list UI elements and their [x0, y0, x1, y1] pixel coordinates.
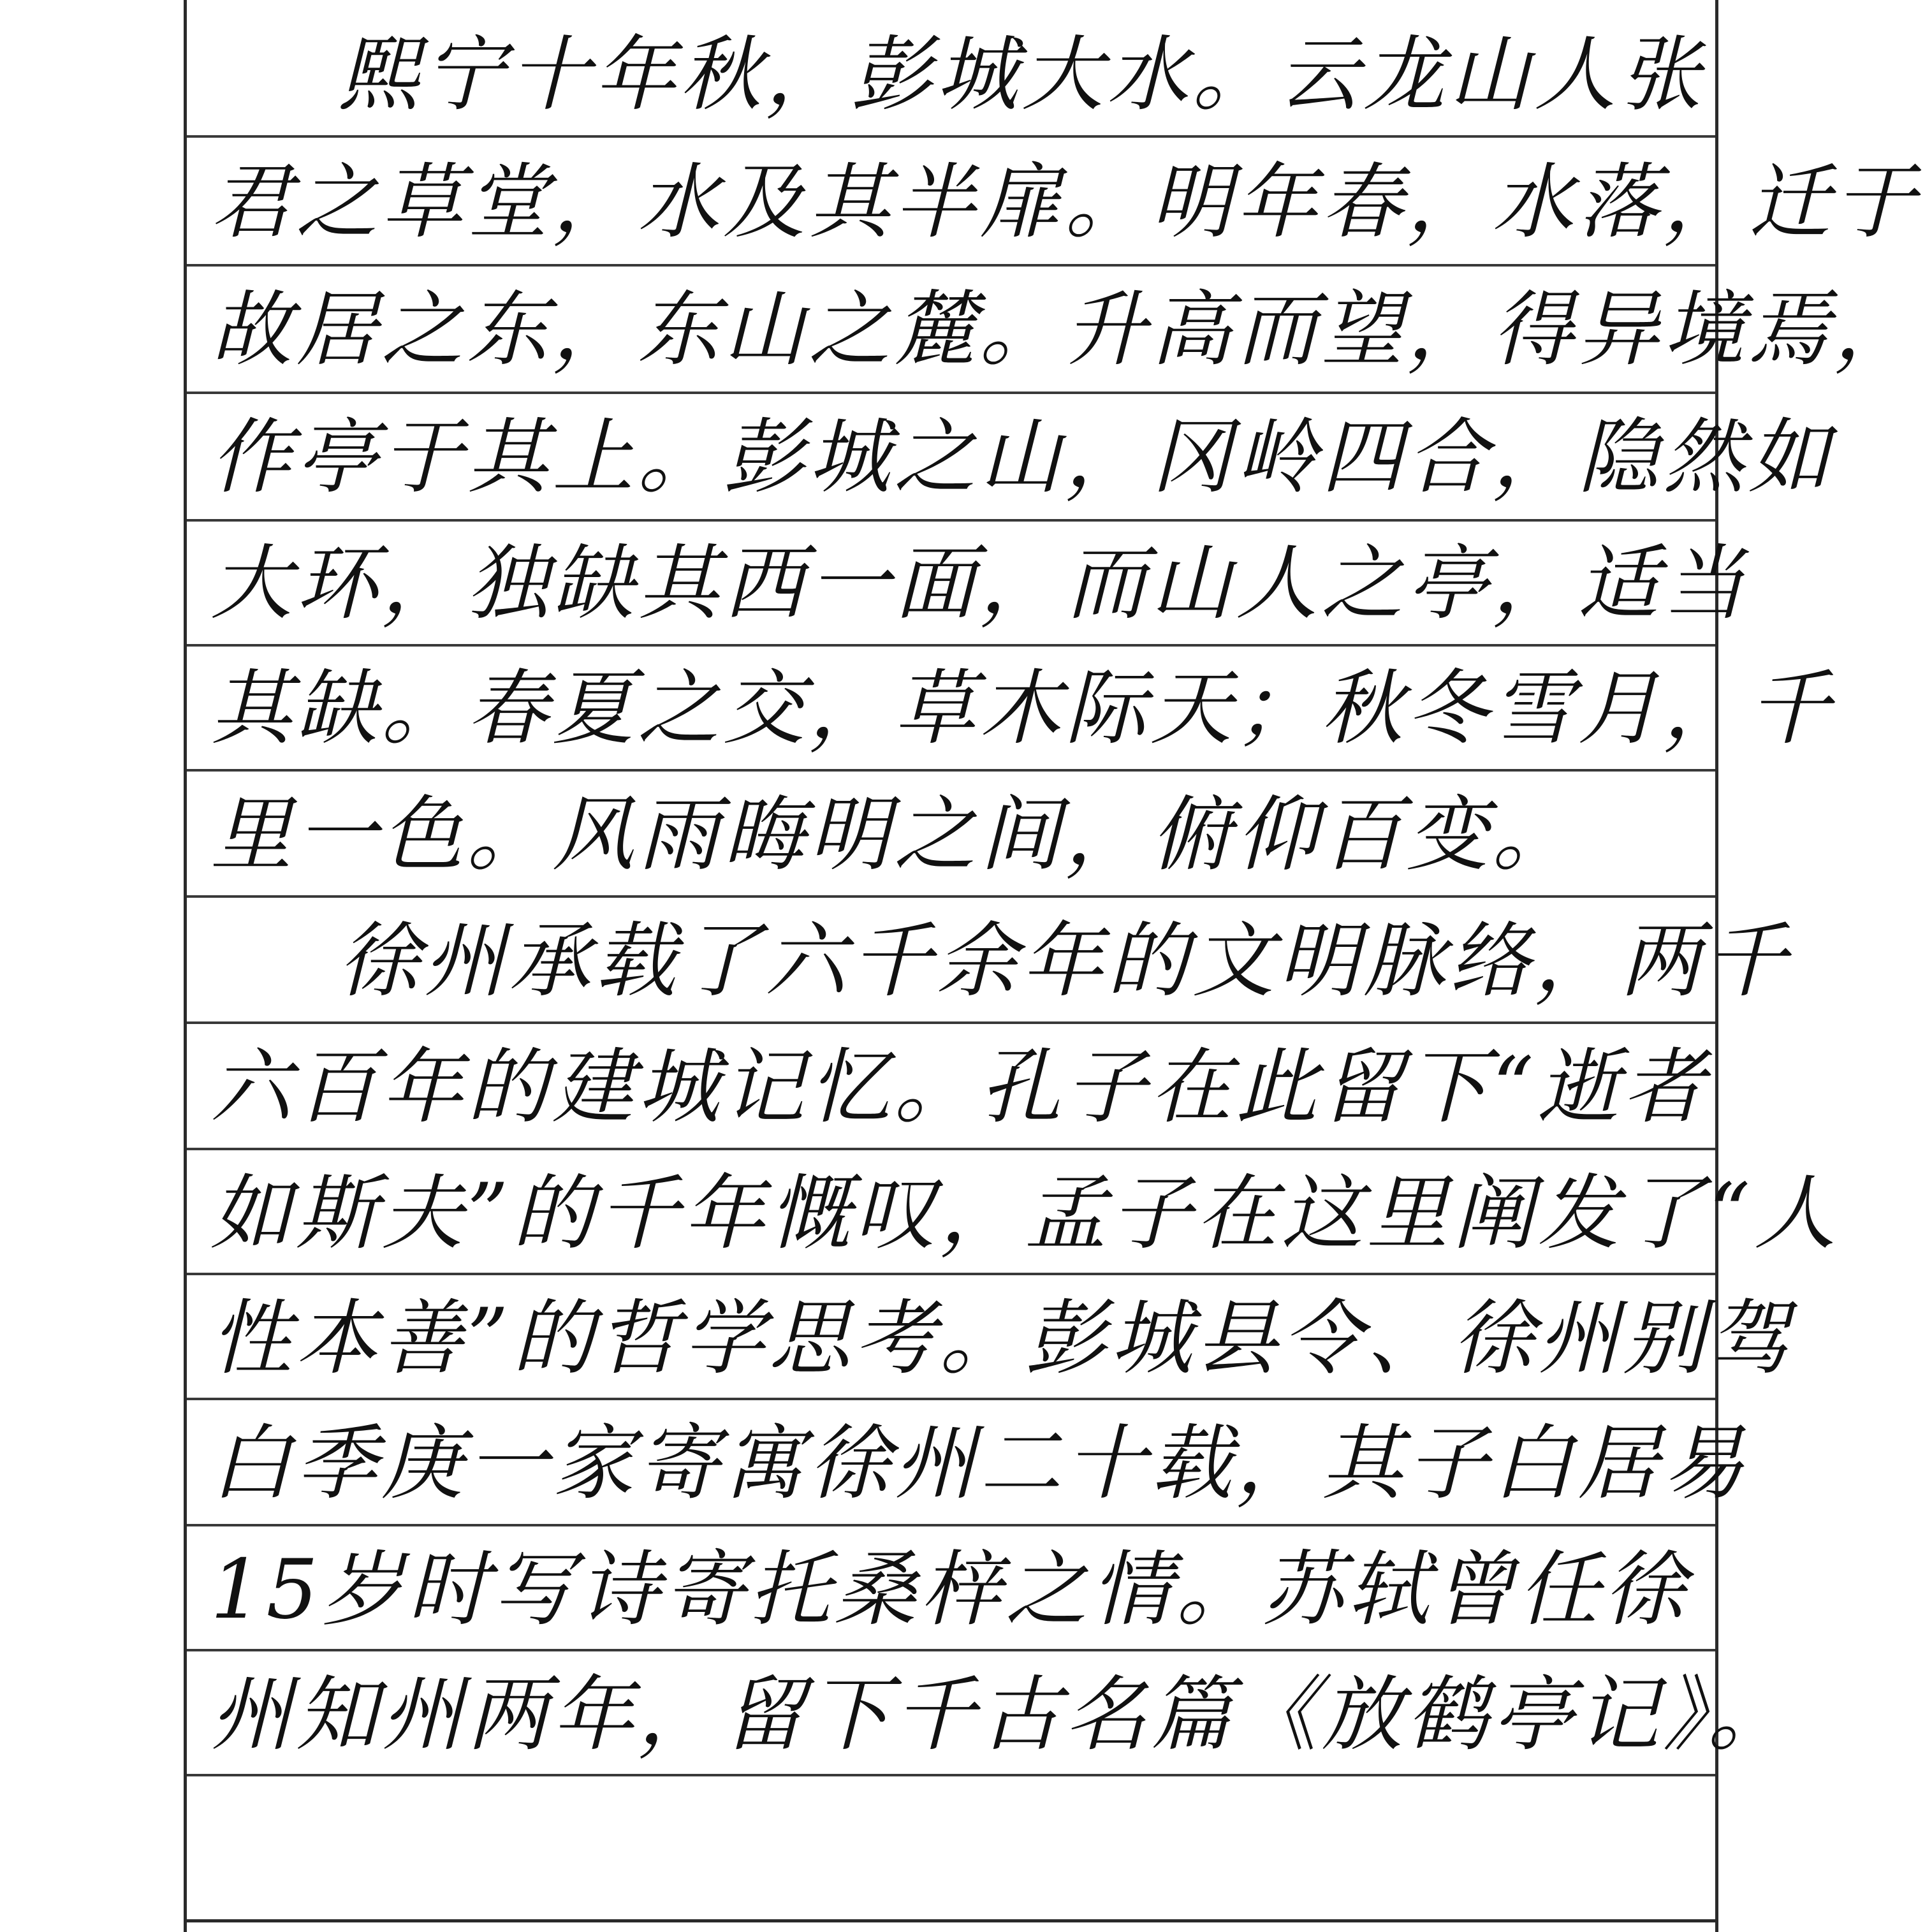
rule-line: [187, 1649, 1715, 1651]
rule-line: [187, 769, 1715, 772]
text-line: 六百年的建城记忆。孔子在此留下“逝者: [210, 1040, 1709, 1135]
text-line: 大环，独缺其西一面，而山人之亭，适当: [210, 536, 1749, 631]
text-line: 如斯夫”的千年慨叹，孟子在这里阐发了“人: [210, 1166, 1840, 1261]
rule-line: [187, 1021, 1715, 1024]
rule-line: [187, 1774, 1715, 1776]
text-line: 州知州两年，留下千古名篇《放鹤亭记》。: [210, 1667, 1794, 1762]
rule-line: [187, 264, 1715, 267]
rule-line: [187, 1148, 1715, 1150]
text-line: 君之草堂，水及其半扉。明年春，水落，迁于: [210, 155, 1920, 250]
text-line: 白季庚一家寄寓徐州二十载，其子白居易: [210, 1416, 1749, 1511]
rule-line: [187, 135, 1715, 138]
rule-line: [187, 644, 1715, 647]
text-line: 15岁时写诗寄托桑梓之情。苏轼曾任徐: [210, 1542, 1689, 1637]
text-line: 里一色。风雨晦明之间，俯仰百变。: [210, 787, 1578, 882]
text-line: 性本善”的哲学思考。彭城县令、徐州别驾: [210, 1291, 1794, 1386]
text-line: 故居之东，东山之麓。升高而望，得异境焉，: [210, 282, 1920, 377]
rule-line: [187, 392, 1715, 394]
text-line: 作亭于其上。彭城之山，冈岭四合，隐然如: [210, 410, 1834, 505]
text-line: 其缺。春夏之交，草木际天；秋冬雪月，千: [210, 661, 1834, 756]
rule-line: [187, 1398, 1715, 1400]
rule-line: [187, 895, 1715, 898]
rule-line: [187, 519, 1715, 522]
rule-line: [187, 1273, 1715, 1275]
sheet-left-border: [184, 0, 187, 1932]
rule-line: [187, 1524, 1715, 1526]
sheet-bottom-border: [184, 1919, 1718, 1922]
text-line: 徐州承载了六千余年的文明脉络，两千: [338, 914, 1791, 1009]
text-line: 熙宁十年秋，彭城大水。云龙山人张: [338, 27, 1706, 122]
